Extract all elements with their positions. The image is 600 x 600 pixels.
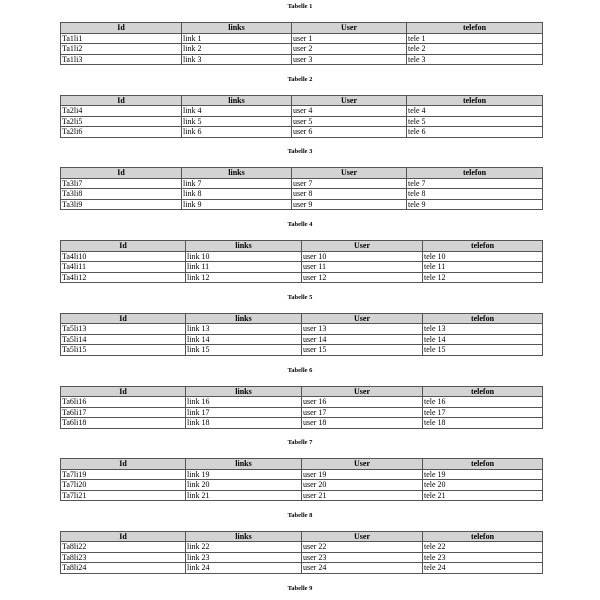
table-cell: user 19 xyxy=(302,469,423,480)
header-row xyxy=(61,241,543,252)
table-row xyxy=(61,490,543,501)
table-row xyxy=(61,178,543,189)
table-caption: Tabelle 7 xyxy=(287,439,313,447)
column-header: telefon xyxy=(407,95,543,106)
column-header: User xyxy=(292,95,407,106)
column-header: User xyxy=(302,459,423,470)
table-cell: Ta8li23 xyxy=(61,552,186,563)
table-row xyxy=(61,262,543,273)
header-row xyxy=(61,386,543,397)
table-row xyxy=(61,334,543,345)
column-header: telefon xyxy=(407,168,543,179)
table-cell: tele 15 xyxy=(423,345,543,356)
table-cell: Ta3li7 xyxy=(61,178,182,189)
column-header: links xyxy=(186,531,302,542)
column-header: telefon xyxy=(423,386,543,397)
table-cell: user 4 xyxy=(292,106,407,117)
table-row xyxy=(61,272,543,283)
table-cell: tele 3 xyxy=(407,54,543,65)
table-row xyxy=(61,397,543,408)
table-cell: tele 14 xyxy=(423,334,543,345)
column-header: User xyxy=(302,386,423,397)
data-table xyxy=(60,95,543,138)
table-cell: tele 10 xyxy=(423,251,543,262)
data-table xyxy=(60,240,543,283)
table-cell: tele 13 xyxy=(423,324,543,335)
table-cell: tele 2 xyxy=(407,44,543,55)
table-cell: link 11 xyxy=(186,262,302,273)
table-cell: link 20 xyxy=(186,480,302,491)
table-cell: tele 7 xyxy=(407,178,543,189)
table-cell: user 2 xyxy=(292,44,407,55)
table-cell: user 14 xyxy=(302,334,423,345)
column-header: User xyxy=(292,23,407,34)
column-header: links xyxy=(182,168,292,179)
column-header: links xyxy=(186,313,302,324)
column-header: User xyxy=(302,531,423,542)
table-cell: user 22 xyxy=(302,542,423,553)
table-cell: Ta4li10 xyxy=(61,251,186,262)
column-header: links xyxy=(186,241,302,252)
data-table xyxy=(60,22,543,65)
table-cell: user 11 xyxy=(302,262,423,273)
table-row xyxy=(61,127,543,138)
table-row xyxy=(61,480,543,491)
table-row xyxy=(61,54,543,65)
table-cell: tele 16 xyxy=(423,397,543,408)
table-caption: Tabelle 8 xyxy=(287,511,313,519)
table-cell: user 5 xyxy=(292,116,407,127)
table-cell: tele 21 xyxy=(423,490,543,501)
table-caption: Tabelle 1 xyxy=(287,3,313,10)
table-cell: Ta5li15 xyxy=(61,345,186,356)
column-header: Id xyxy=(61,313,186,324)
table-row xyxy=(61,469,543,480)
table-cell: link 5 xyxy=(182,116,292,127)
header-row xyxy=(61,95,543,106)
column-header: links xyxy=(182,95,292,106)
table-cell: Ta8li24 xyxy=(61,563,186,574)
table-cell: Ta2li6 xyxy=(61,127,182,138)
table-cell: tele 20 xyxy=(423,480,543,491)
table-cell: link 13 xyxy=(186,324,302,335)
table-cell: user 23 xyxy=(302,552,423,563)
table-cell: Ta7li21 xyxy=(61,490,186,501)
table-cell: link 3 xyxy=(182,54,292,65)
table-cell: link 9 xyxy=(182,199,292,210)
table-cell: tele 4 xyxy=(407,106,543,117)
table-cell: Ta1li3 xyxy=(61,54,182,65)
column-header: User xyxy=(302,241,423,252)
table-cell: user 10 xyxy=(302,251,423,262)
table-cell: user 3 xyxy=(292,54,407,65)
table-row xyxy=(61,407,543,418)
table-cell: tele 1 xyxy=(407,33,543,44)
column-header: Id xyxy=(61,241,186,252)
table-cell: user 8 xyxy=(292,189,407,200)
table-row xyxy=(61,116,543,127)
table-cell: link 15 xyxy=(186,345,302,356)
table-cell: Ta4li11 xyxy=(61,262,186,273)
table-cell: tele 24 xyxy=(423,563,543,574)
data-table xyxy=(60,167,543,210)
table-cell: Ta2li5 xyxy=(61,116,182,127)
column-header: User xyxy=(292,168,407,179)
header-row xyxy=(61,531,543,542)
table-cell: Ta7li20 xyxy=(61,480,186,491)
table-cell: link 12 xyxy=(186,272,302,283)
column-header: Id xyxy=(61,23,182,34)
column-header: Id xyxy=(61,386,186,397)
table-cell: tele 12 xyxy=(423,272,543,283)
table-cell: Ta1li1 xyxy=(61,33,182,44)
table-cell: Ta1li2 xyxy=(61,44,182,55)
table-caption: Tabelle 2 xyxy=(287,75,313,83)
table-cell: user 15 xyxy=(302,345,423,356)
table-cell: tele 19 xyxy=(423,469,543,480)
table-cell: Ta7li19 xyxy=(61,469,186,480)
header-row xyxy=(61,313,543,324)
table-cell: tele 6 xyxy=(407,127,543,138)
table-row xyxy=(61,552,543,563)
table-cell: tele 9 xyxy=(407,199,543,210)
table-cell: Ta6li18 xyxy=(61,418,186,429)
table-cell: link 19 xyxy=(186,469,302,480)
table-cell: user 9 xyxy=(292,199,407,210)
table-cell: user 20 xyxy=(302,480,423,491)
column-header: telefon xyxy=(423,531,543,542)
table-cell: link 1 xyxy=(182,33,292,44)
table-cell: user 24 xyxy=(302,563,423,574)
table-row xyxy=(61,199,543,210)
table-cell: user 17 xyxy=(302,407,423,418)
table-cell: tele 5 xyxy=(407,116,543,127)
table-row xyxy=(61,345,543,356)
header-row xyxy=(61,168,543,179)
data-table xyxy=(60,313,543,356)
table-cell: link 18 xyxy=(186,418,302,429)
table-cell: user 7 xyxy=(292,178,407,189)
column-header: Id xyxy=(61,168,182,179)
table-cell: link 17 xyxy=(186,407,302,418)
table-row xyxy=(61,44,543,55)
table-cell: link 4 xyxy=(182,106,292,117)
data-table xyxy=(60,458,543,501)
column-header: telefon xyxy=(407,23,543,34)
column-header: Id xyxy=(61,531,186,542)
table-caption: Tabelle 9 xyxy=(287,584,313,592)
table-cell: user 6 xyxy=(292,127,407,138)
column-header: telefon xyxy=(423,313,543,324)
column-header: links xyxy=(186,386,302,397)
table-cell: user 1 xyxy=(292,33,407,44)
table-cell: Ta6li16 xyxy=(61,397,186,408)
table-row xyxy=(61,418,543,429)
table-row xyxy=(61,189,543,200)
table-cell: tele 18 xyxy=(423,418,543,429)
table-cell: tele 22 xyxy=(423,542,543,553)
table-cell: Ta5li13 xyxy=(61,324,186,335)
table-cell: link 2 xyxy=(182,44,292,55)
table-cell: user 13 xyxy=(302,324,423,335)
table-cell: tele 17 xyxy=(423,407,543,418)
table-row xyxy=(61,324,543,335)
table-cell: link 14 xyxy=(186,334,302,345)
header-row xyxy=(61,459,543,470)
table-cell: Ta5li14 xyxy=(61,334,186,345)
table-cell: link 16 xyxy=(186,397,302,408)
table-cell: tele 11 xyxy=(423,262,543,273)
table-cell: link 23 xyxy=(186,552,302,563)
data-table xyxy=(60,531,543,574)
table-row xyxy=(61,542,543,553)
table-row xyxy=(61,106,543,117)
table-caption: Tabelle 4 xyxy=(287,221,313,229)
table-cell: tele 23 xyxy=(423,552,543,563)
table-cell: Ta6li17 xyxy=(61,407,186,418)
table-cell: Ta3li8 xyxy=(61,189,182,200)
column-header: telefon xyxy=(423,459,543,470)
column-header: telefon xyxy=(423,241,543,252)
table-cell: link 8 xyxy=(182,189,292,200)
table-cell: user 16 xyxy=(302,397,423,408)
column-header: links xyxy=(182,23,292,34)
column-header: Id xyxy=(61,95,182,106)
column-header: User xyxy=(302,313,423,324)
column-header: links xyxy=(186,459,302,470)
table-cell: user 21 xyxy=(302,490,423,501)
column-header: Id xyxy=(61,459,186,470)
table-cell: link 10 xyxy=(186,251,302,262)
table-cell: link 7 xyxy=(182,178,292,189)
table-row xyxy=(61,563,543,574)
table-row xyxy=(61,251,543,262)
table-cell: Ta2li4 xyxy=(61,106,182,117)
table-cell: tele 8 xyxy=(407,189,543,200)
data-table xyxy=(60,386,543,429)
table-cell: link 21 xyxy=(186,490,302,501)
table-row xyxy=(61,33,543,44)
table-cell: Ta3li9 xyxy=(61,199,182,210)
table-cell: link 24 xyxy=(186,563,302,574)
table-cell: Ta8li22 xyxy=(61,542,186,553)
table-caption: Tabelle 5 xyxy=(287,293,313,301)
table-cell: link 6 xyxy=(182,127,292,138)
table-caption: Tabelle 6 xyxy=(287,366,313,374)
header-row xyxy=(61,23,543,34)
table-cell: Ta4li12 xyxy=(61,272,186,283)
table-cell: user 12 xyxy=(302,272,423,283)
table-cell: link 22 xyxy=(186,542,302,553)
table-cell: user 18 xyxy=(302,418,423,429)
table-caption: Tabelle 3 xyxy=(287,148,313,156)
